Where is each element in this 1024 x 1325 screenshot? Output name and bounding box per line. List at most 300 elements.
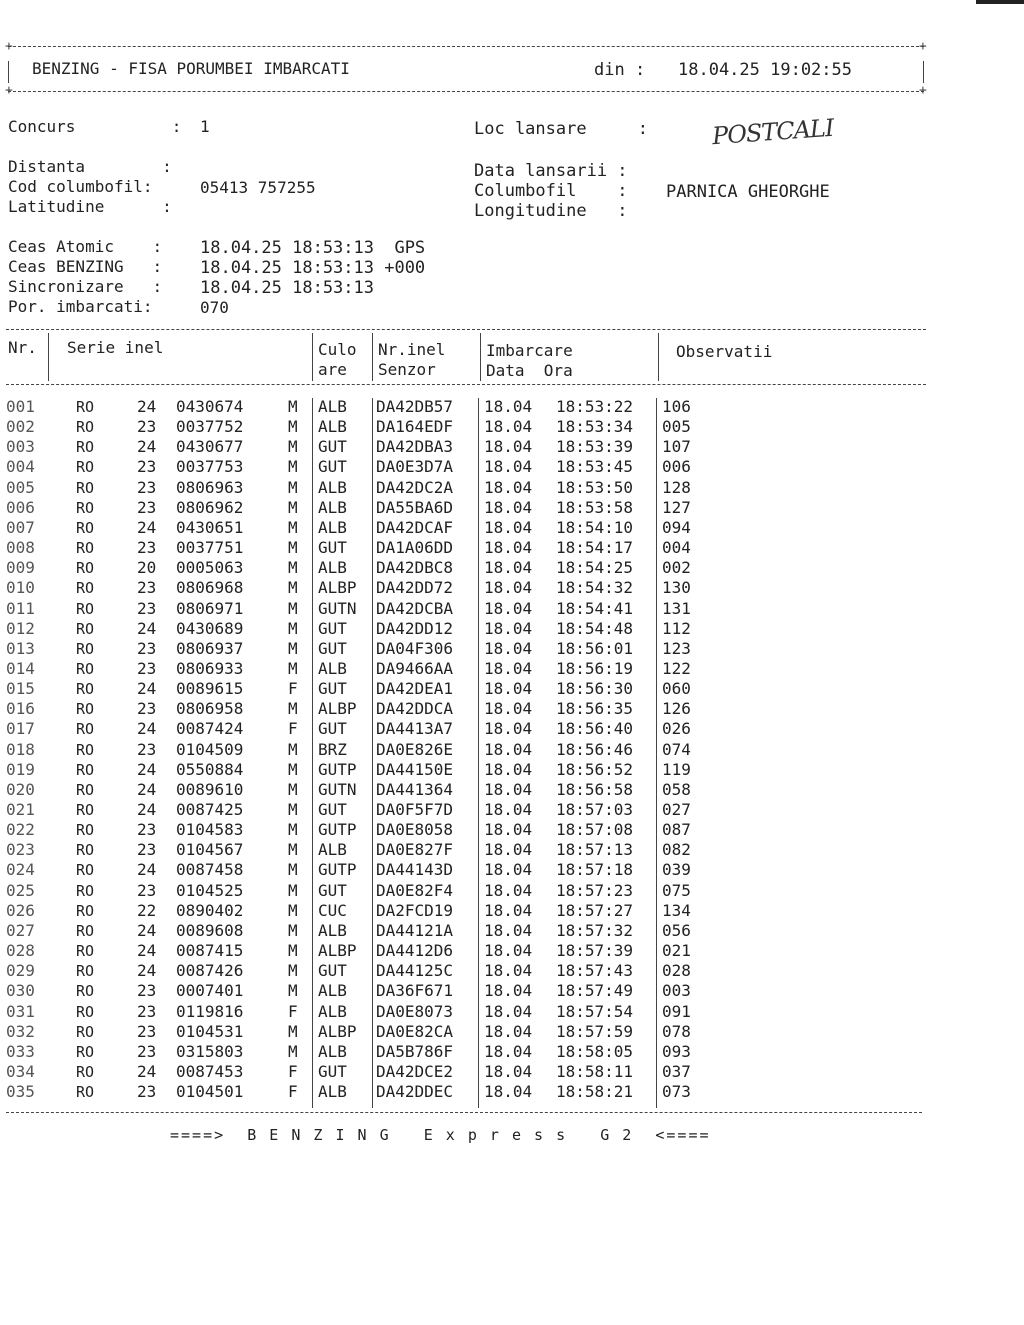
cell-number: 0087415 xyxy=(176,941,244,961)
cell-sensor: DA0F5F7D xyxy=(376,800,454,819)
cell-color: GUTP xyxy=(318,820,357,840)
cell-nr: 015 xyxy=(6,679,35,699)
column-separator xyxy=(372,333,373,381)
cell-year: 24 xyxy=(137,779,157,799)
cell-obs: 091 xyxy=(662,1001,691,1021)
cell-sex: M xyxy=(288,497,298,517)
cell-country: RO xyxy=(76,720,95,739)
cell-obs: 006 xyxy=(662,457,691,477)
cell-sensor: DA0E826E xyxy=(376,739,454,759)
table-row xyxy=(0,478,1024,498)
table-row xyxy=(0,740,1024,760)
cell-sensor: DA42DC2A xyxy=(376,477,454,497)
cell-sex: M xyxy=(288,759,298,779)
frame-corner: + xyxy=(919,39,927,54)
distanta-label: Distanta : xyxy=(8,157,172,176)
cell-country: RO xyxy=(76,921,95,940)
cell-obs: 073 xyxy=(662,1082,691,1102)
cell-sensor: DA164EDF xyxy=(376,417,454,437)
cell-nr: 030 xyxy=(6,981,35,1001)
cell-date: 18.04 xyxy=(484,497,533,517)
ceas-atomic-value: 18.04.25 18:53:13 GPS xyxy=(200,238,426,258)
cell-sex: F xyxy=(288,679,298,699)
ceas-benzing-label: Ceas BENZING : xyxy=(8,257,163,276)
cell-obs: 005 xyxy=(662,417,691,437)
cell-obs: 003 xyxy=(662,981,691,1001)
cell-color: GUT xyxy=(318,961,347,981)
cell-nr: 006 xyxy=(6,497,35,517)
cell-date: 18.04 xyxy=(484,598,533,618)
cell-color: ALB xyxy=(318,417,347,437)
cell-sensor: DA42DD72 xyxy=(376,578,454,598)
cell-number: 0089615 xyxy=(176,679,244,699)
loc-lansare-handwritten: POSTCALI xyxy=(711,113,835,151)
cell-date: 18.04 xyxy=(484,759,533,779)
cell-sensor: DA42DD12 xyxy=(376,618,454,638)
cell-color: GUTN xyxy=(318,598,357,618)
cell-time: 18:58:05 xyxy=(556,1041,634,1061)
scan-edge-mark xyxy=(976,0,1024,4)
cell-time: 18:57:23 xyxy=(556,880,634,900)
cell-year: 23 xyxy=(137,739,157,759)
cell-date: 18.04 xyxy=(484,517,533,537)
cell-time: 18:56:46 xyxy=(556,739,634,759)
cell-sensor: DA42DB57 xyxy=(376,397,454,416)
cell-year: 24 xyxy=(137,517,157,537)
cell-obs: 119 xyxy=(662,759,691,779)
column-header-imbarcare: Imbarcare xyxy=(486,341,573,360)
cell-time: 18:54:25 xyxy=(556,558,634,578)
cell-date: 18.04 xyxy=(484,961,533,981)
cell-time: 18:57:27 xyxy=(556,900,634,920)
cell-color: BRZ xyxy=(318,739,347,759)
cell-sex: M xyxy=(288,860,298,880)
cell-color: GUTP xyxy=(318,860,357,880)
cell-time: 18:53:58 xyxy=(556,497,634,517)
cell-nr: 012 xyxy=(6,618,35,638)
porumbei-imbarcati-value: 070 xyxy=(200,298,229,317)
cell-color: ALB xyxy=(318,1082,347,1102)
cell-sensor: DA42DDCA xyxy=(376,699,454,719)
cell-year: 24 xyxy=(137,679,157,699)
cell-number: 0430677 xyxy=(176,437,244,457)
cell-time: 18:57:59 xyxy=(556,1021,634,1041)
cell-date: 18.04 xyxy=(484,477,533,497)
cell-time: 18:58:21 xyxy=(556,1082,634,1102)
cell-nr: 034 xyxy=(6,1061,35,1081)
cell-time: 18:53:50 xyxy=(556,477,634,497)
cell-color: GUT xyxy=(318,719,347,739)
cell-color: ALBP xyxy=(318,578,357,598)
cell-time: 18:56:35 xyxy=(556,699,634,719)
cell-sensor: DA55BA6D xyxy=(376,497,454,517)
cell-year: 24 xyxy=(137,719,157,739)
cell-nr: 005 xyxy=(6,477,35,497)
cell-number: 0037752 xyxy=(176,417,244,437)
table-row xyxy=(0,619,1024,639)
cell-year: 24 xyxy=(137,437,157,457)
cell-sex: F xyxy=(288,1001,298,1021)
cell-sensor: DA1A06DD xyxy=(376,538,454,558)
cell-sensor: DA4412D6 xyxy=(376,941,454,961)
cell-nr: 033 xyxy=(6,1041,35,1061)
cell-obs: 106 xyxy=(662,397,691,416)
frame-corner: + xyxy=(919,83,927,98)
cell-country: RO xyxy=(76,579,95,598)
cell-country: RO xyxy=(76,458,95,477)
table-row xyxy=(0,498,1024,518)
cell-number: 0087453 xyxy=(176,1061,244,1081)
cell-time: 18:56:30 xyxy=(556,679,634,699)
table-row xyxy=(0,457,1024,477)
cell-date: 18.04 xyxy=(484,558,533,578)
columbofil-value: PARNICA GHEORGHE xyxy=(666,182,830,202)
cell-country: RO xyxy=(76,982,95,1001)
cell-nr: 008 xyxy=(6,538,35,558)
data-lansarii-label: Data lansarii : xyxy=(474,161,628,181)
cell-country: RO xyxy=(76,498,95,517)
cell-color: GUTN xyxy=(318,779,357,799)
cell-time: 18:57:08 xyxy=(556,820,634,840)
cell-color: GUT xyxy=(318,618,347,638)
cell-time: 18:54:32 xyxy=(556,578,634,598)
cell-color: ALB xyxy=(318,840,347,860)
table-row xyxy=(0,780,1024,800)
cell-nr: 009 xyxy=(6,558,35,578)
cell-year: 22 xyxy=(137,900,157,920)
cell-year: 23 xyxy=(137,638,157,658)
table-row xyxy=(0,921,1024,941)
cell-sensor: DA0E827F xyxy=(376,840,454,860)
column-header-data-ora: Data Ora xyxy=(486,361,573,380)
cell-number: 0104583 xyxy=(176,820,244,840)
cell-color: ALB xyxy=(318,558,347,578)
footer-brand: ====> B E N Z I N G E x p r e s s G 2 <==== xyxy=(170,1126,711,1144)
cell-date: 18.04 xyxy=(484,417,533,437)
cell-time: 18:56:52 xyxy=(556,759,634,779)
cell-sex: M xyxy=(288,658,298,678)
cell-year: 23 xyxy=(137,1041,157,1061)
cell-sex: M xyxy=(288,638,298,658)
cell-date: 18.04 xyxy=(484,981,533,1001)
ceas-benzing-value: 18.04.25 18:53:13 +000 xyxy=(200,258,426,278)
cell-sensor: DA0E82F4 xyxy=(376,880,454,900)
cell-sensor: DA42DCE2 xyxy=(376,1061,454,1081)
cell-obs: 021 xyxy=(662,941,691,961)
ceas-atomic-label: Ceas Atomic : xyxy=(8,237,163,256)
table-row xyxy=(0,679,1024,699)
cell-number: 0890402 xyxy=(176,900,244,920)
cell-time: 18:57:39 xyxy=(556,941,634,961)
cell-sex: M xyxy=(288,618,298,638)
cell-obs: 123 xyxy=(662,638,691,658)
cell-sensor: DA04F306 xyxy=(376,638,454,658)
cell-sensor: DA42DCBA xyxy=(376,598,454,618)
cell-time: 18:56:40 xyxy=(556,719,634,739)
cell-date: 18.04 xyxy=(484,920,533,940)
cell-number: 0089610 xyxy=(176,779,244,799)
cell-time: 18:57:43 xyxy=(556,961,634,981)
cell-number: 0087425 xyxy=(176,800,244,819)
cell-country: RO xyxy=(76,780,95,799)
cell-date: 18.04 xyxy=(484,578,533,598)
cell-nr: 031 xyxy=(6,1001,35,1021)
cell-time: 18:54:10 xyxy=(556,517,634,537)
cell-color: GUT xyxy=(318,638,347,658)
table-row xyxy=(0,397,1024,417)
cell-country: RO xyxy=(76,518,95,537)
cell-obs: 027 xyxy=(662,800,691,819)
cell-country: RO xyxy=(76,801,95,819)
cell-number: 0104531 xyxy=(176,1021,244,1041)
cell-year: 24 xyxy=(137,800,157,819)
cell-year: 24 xyxy=(137,941,157,961)
cell-year: 23 xyxy=(137,477,157,497)
cell-obs: 074 xyxy=(662,739,691,759)
cell-time: 18:54:17 xyxy=(556,538,634,558)
table-row xyxy=(0,860,1024,880)
cell-nr: 020 xyxy=(6,779,35,799)
cell-sex: M xyxy=(288,558,298,578)
cell-color: GUT xyxy=(318,457,347,477)
frame-corner: + xyxy=(5,39,13,54)
cell-country: RO xyxy=(76,599,95,618)
cell-country: RO xyxy=(76,639,95,658)
cell-color: GUT xyxy=(318,538,347,558)
cell-sensor: DA44150E xyxy=(376,759,454,779)
cell-country: RO xyxy=(76,740,95,759)
cell-number: 0037753 xyxy=(176,457,244,477)
cell-obs: 107 xyxy=(662,437,691,457)
cell-date: 18.04 xyxy=(484,1021,533,1041)
cell-time: 18:53:39 xyxy=(556,437,634,457)
porumbei-imbarcati-label: Por. imbarcati: xyxy=(8,297,153,316)
cell-time: 18:57:03 xyxy=(556,800,634,819)
cell-number: 0119816 xyxy=(176,1001,244,1021)
concurs-value: 1 xyxy=(200,117,210,136)
cell-color: ALBP xyxy=(318,1021,357,1041)
cell-country: RO xyxy=(76,760,95,779)
cell-date: 18.04 xyxy=(484,1001,533,1021)
cell-country: RO xyxy=(76,1042,95,1061)
cell-number: 0087424 xyxy=(176,719,244,739)
cell-date: 18.04 xyxy=(484,800,533,819)
cell-number: 0087426 xyxy=(176,961,244,981)
column-header-culoare-2: are xyxy=(318,360,347,379)
cell-year: 23 xyxy=(137,598,157,618)
report-date-value: 18.04.25 19:02:55 xyxy=(678,60,852,80)
table-row xyxy=(0,1022,1024,1042)
cell-nr: 001 xyxy=(6,397,35,416)
table-row xyxy=(0,820,1024,840)
cell-nr: 025 xyxy=(6,880,35,900)
cell-nr: 021 xyxy=(6,800,35,819)
cell-nr: 035 xyxy=(6,1082,35,1102)
cell-time: 18:57:32 xyxy=(556,920,634,940)
cell-country: RO xyxy=(76,398,95,416)
cell-obs: 112 xyxy=(662,618,691,638)
cell-date: 18.04 xyxy=(484,941,533,961)
cell-obs: 094 xyxy=(662,517,691,537)
sincronizare-value: 18.04.25 18:53:13 xyxy=(200,278,374,298)
cell-sensor: DA42DBA3 xyxy=(376,437,454,457)
cell-number: 0005063 xyxy=(176,558,244,578)
cell-country: RO xyxy=(76,1083,95,1102)
cell-date: 18.04 xyxy=(484,538,533,558)
cell-color: GUT xyxy=(318,880,347,900)
cell-sensor: DA0E82CA xyxy=(376,1021,454,1041)
table-row xyxy=(0,538,1024,558)
cell-nr: 019 xyxy=(6,759,35,779)
cell-obs: 093 xyxy=(662,1041,691,1061)
cell-sex: M xyxy=(288,920,298,940)
table-row xyxy=(0,699,1024,719)
cell-country: RO xyxy=(76,821,95,840)
longitudine-label: Longitudine : xyxy=(474,201,628,221)
cell-number: 0806933 xyxy=(176,658,244,678)
cell-obs: 004 xyxy=(662,538,691,558)
column-separator xyxy=(480,333,481,381)
cell-sex: M xyxy=(288,941,298,961)
cell-color: GUTP xyxy=(318,759,357,779)
cell-sensor: DA44125C xyxy=(376,961,454,981)
cell-date: 18.04 xyxy=(484,779,533,799)
cell-obs: 127 xyxy=(662,497,691,517)
cell-date: 18.04 xyxy=(484,658,533,678)
cell-sex: F xyxy=(288,1082,298,1102)
cell-time: 18:56:19 xyxy=(556,658,634,678)
cell-nr: 024 xyxy=(6,860,35,880)
cell-date: 18.04 xyxy=(484,860,533,880)
cell-nr: 013 xyxy=(6,638,35,658)
cell-number: 0430689 xyxy=(176,618,244,638)
cell-obs: 128 xyxy=(662,477,691,497)
cell-country: RO xyxy=(76,418,95,437)
cell-sensor: DA441364 xyxy=(376,779,454,799)
cell-number: 0806971 xyxy=(176,598,244,618)
cell-nr: 027 xyxy=(6,920,35,940)
cell-date: 18.04 xyxy=(484,820,533,840)
cell-date: 18.04 xyxy=(484,457,533,477)
table-row xyxy=(0,578,1024,598)
cell-country: RO xyxy=(76,539,95,558)
table-row xyxy=(0,961,1024,981)
cell-sex: M xyxy=(288,880,298,900)
cell-time: 18:56:58 xyxy=(556,779,634,799)
column-header-serie: Serie inel xyxy=(67,338,164,357)
cell-sex: M xyxy=(288,1041,298,1061)
cell-sensor: DA42DCAF xyxy=(376,517,454,537)
cell-color: GUT xyxy=(318,800,347,819)
cell-sensor: DA4413A7 xyxy=(376,719,454,739)
cell-sensor: DA42DDEC xyxy=(376,1082,454,1102)
cell-country: RO xyxy=(76,659,95,678)
cell-nr: 016 xyxy=(6,699,35,719)
cell-sex: F xyxy=(288,1061,298,1081)
column-header-nrinel: Nr.inel xyxy=(378,340,446,359)
cell-year: 20 xyxy=(137,558,157,578)
cell-obs: 087 xyxy=(662,820,691,840)
cell-date: 18.04 xyxy=(484,437,533,457)
cell-number: 0104525 xyxy=(176,880,244,900)
cell-country: RO xyxy=(76,680,95,699)
cell-date: 18.04 xyxy=(484,679,533,699)
cell-number: 0806963 xyxy=(176,477,244,497)
cell-nr: 010 xyxy=(6,578,35,598)
cell-date: 18.04 xyxy=(484,1041,533,1061)
cell-color: ALB xyxy=(318,477,347,497)
cell-year: 24 xyxy=(137,961,157,981)
table-row xyxy=(0,659,1024,679)
column-separator xyxy=(312,333,313,381)
table-row xyxy=(0,599,1024,619)
cell-sensor: DA5B786F xyxy=(376,1041,454,1061)
cell-obs: 039 xyxy=(662,860,691,880)
cell-year: 24 xyxy=(137,1061,157,1081)
cell-obs: 130 xyxy=(662,578,691,598)
cell-sensor: DA0E8073 xyxy=(376,1001,454,1021)
table-row xyxy=(0,901,1024,921)
concurs-label: Concurs : xyxy=(8,117,182,136)
column-separator xyxy=(48,333,49,381)
cell-country: RO xyxy=(76,619,95,638)
cell-number: 0104567 xyxy=(176,840,244,860)
cell-color: GUT xyxy=(318,679,347,699)
cell-country: RO xyxy=(76,700,95,719)
cell-country: RO xyxy=(76,1022,95,1041)
cell-obs: 037 xyxy=(662,1061,691,1081)
table-row xyxy=(0,719,1024,739)
cell-nr: 003 xyxy=(6,437,35,457)
cell-color: ALB xyxy=(318,517,347,537)
cell-year: 23 xyxy=(137,578,157,598)
cell-date: 18.04 xyxy=(484,880,533,900)
table-row xyxy=(0,1042,1024,1062)
column-separator xyxy=(658,333,659,381)
cell-year: 24 xyxy=(137,618,157,638)
cell-time: 18:58:11 xyxy=(556,1061,634,1081)
cell-year: 23 xyxy=(137,1021,157,1041)
cell-sensor: DA2FCD19 xyxy=(376,900,454,920)
cell-nr: 007 xyxy=(6,517,35,537)
cell-year: 23 xyxy=(137,1082,157,1102)
cell-date: 18.04 xyxy=(484,900,533,920)
cell-sensor: DA44143D xyxy=(376,860,454,880)
cell-year: 23 xyxy=(137,840,157,860)
table-row xyxy=(0,941,1024,961)
cod-columbofil-label: Cod columbofil: xyxy=(8,177,153,196)
cell-nr: 026 xyxy=(6,900,35,920)
table-row xyxy=(0,881,1024,901)
cell-number: 0007401 xyxy=(176,981,244,1001)
cell-color: ALBP xyxy=(318,699,357,719)
cell-date: 18.04 xyxy=(484,840,533,860)
cell-year: 23 xyxy=(137,699,157,719)
loc-lansare-label: Loc lansare : xyxy=(474,119,648,139)
cell-nr: 002 xyxy=(6,417,35,437)
cell-time: 18:56:01 xyxy=(556,638,634,658)
cell-number: 0315803 xyxy=(176,1041,244,1061)
cell-sensor: DA0E3D7A xyxy=(376,457,454,477)
cell-number: 0104509 xyxy=(176,739,244,759)
columbofil-label: Columbofil : xyxy=(474,181,628,201)
report-date-label: din : xyxy=(594,60,646,80)
cell-time: 18:57:54 xyxy=(556,1001,634,1021)
cell-year: 23 xyxy=(137,497,157,517)
cell-sex: M xyxy=(288,457,298,477)
cell-nr: 023 xyxy=(6,840,35,860)
cell-year: 24 xyxy=(137,759,157,779)
